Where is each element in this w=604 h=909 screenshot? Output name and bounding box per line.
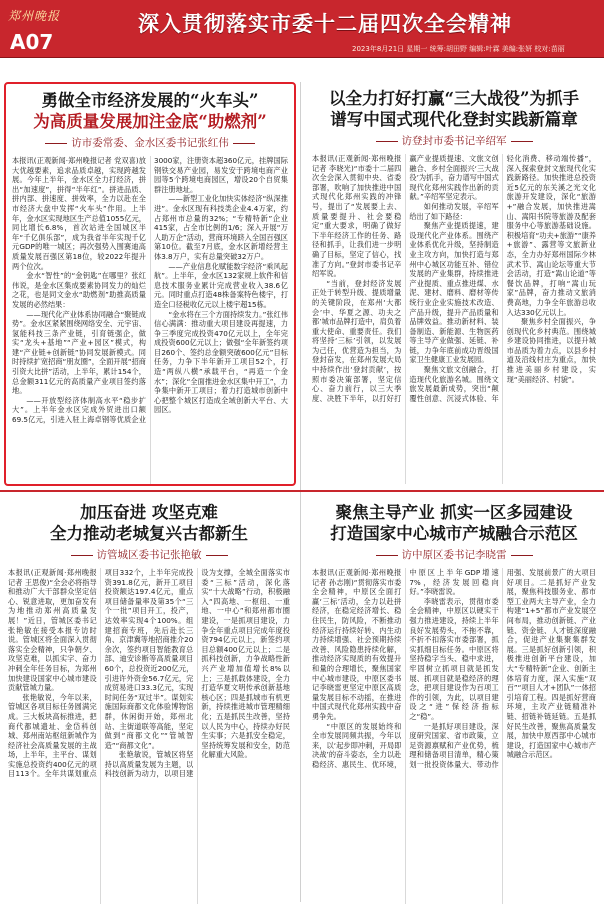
article-subhead: 访市委常委、金水区委书记张红伟 bbox=[6, 135, 294, 150]
page-header bbox=[0, 0, 604, 58]
article-paragraph: 聚焦产业提质提速，建设现代化产业体系。围绕产业体系优化升级，坚持制造业主攻方向，加快打造与郑州中心城区功能互补、错位发展的产业集群，持续推进产业提质、重点推进煤、水泥、建材、磨料、磨材等传统行业企业实施技术改造、产品升级，提升产品质量和品牌效益。推动新材料、装备制造、新能源、生物医药等主导产业做强、延链、补链，力争年底前成功晋级国家卫生健康工业发展园。 bbox=[409, 221, 499, 365]
article-paragraph: 金水“智性”的“金钥匙”在哪里？张红伟说，是金水区集成要素协同发力的灿烂之花，也是同文金水“助燃剂”助推高质量发展的必然结果： bbox=[12, 271, 146, 309]
article-paragraph: “金水将在三个方面持续发力。”张红伟信心满满：推动重大项目建设再提速，力争三季度完成投资470亿元以上，全年完成投资600亿元以上；做强“全年新签约项目260个、签约总金额突破600亿元”目标任务，力争下半年新开工项目52个，打造“两纵八横”承载平台，“再造一个金水”；深化“全面推进金水区集中开工”，力争集中新开工项目；着力打造城市创新中心把整个城区打造成全域创新大平台、大园区。 bbox=[154, 309, 288, 415]
article-paragraph: ——开放型经济体制高水平“稳步扩大”。上半年金水区完成外贸进出口额69.5亿元，引进入驻上海卓钢等优质企业3000家，注册资本超360亿元，挂牌国际钢铁交易产业园，易发安于跨境电商产业园等5个跨境电商园区，增设20个自贸集群注册地址。 bbox=[12, 156, 288, 425]
headline-line-1: 勇做全市经济发展的“火车头” bbox=[41, 91, 259, 110]
headline-line-2: 谱写中国式现代化登封实践新篇章 bbox=[330, 110, 578, 129]
article-paragraph: 聚焦乡村全面振兴，争创现代化乡村典范。围绕城乡建设协同推进，以提升城市品质为着力点，以县乡村道及沿线村庄为重点，加快推进美丽乡村建设，实现“美丽经济、村貌”。 bbox=[506, 317, 596, 384]
headline-line-1: 以全力打好打赢“三大战役”为抓手 bbox=[329, 89, 579, 108]
page-info-line: 2023年8月21日 星期一 统筹:胡田野 编辑:叶霖 美编:张妍 校对:苗丽 bbox=[352, 45, 565, 53]
newspaper-logo: 郑州晚报 bbox=[8, 9, 61, 23]
article-paragraph: ——新型工业化加快实体经济“纵深推进”。金水区现有科技类企业4.4万家，约占郑州市总量的32%；“专精特新”企业415家，占全市比例的1/6；深入开展“万人助万企”活动，营商环境跻入全国百强区第10位。截至7月底，金水区新增经营主体3.8万户，实有总量突破32万户。 bbox=[154, 194, 288, 261]
row-divider bbox=[0, 490, 604, 492]
article-body bbox=[308, 568, 600, 904]
headline-line-2: 全力推动老城复兴古都新生 bbox=[50, 524, 248, 543]
article-subhead: 访管城区委书记张艳敏 bbox=[4, 547, 294, 562]
header-divider bbox=[0, 57, 604, 58]
article-paragraph: 聚焦文旅文创融合，打造现代化旅游名城。围绕文旅发展最新成势，突出“颠覆性创意、沉浸式体验、年轻化消费、移动端传播”，深入探索登封文旅现代化实践新路径。加快推进总投资近5亿元的东关溪之光文化旅游开发建设，深化“旅游+”融合发展，加快推进嵩山、嵩阳书院等旅游及配套服务中心等旅游基础设施。积极培育“功夫+旅游”“康养+旅游”、露营等文旅新业态，全力办好郑州国际少林武术节、嵩山论坛等重大节会活动，打造“嵩山论道”等餐饮品牌，打响“嵩山玩家”品牌，奋力推动文旅消费高地，力争全年旅游总收入达330亿元以上。 bbox=[409, 154, 596, 403]
article-headline bbox=[308, 502, 600, 544]
article-paragraph: 张艳敏说，今年以来，管城区各项目标任务圆满完成。三大板块高标推进，把商代都城遗址、金岱科创城、郑州南站枢纽新城作为经济社会高质量发展的主战场，上半年，主平台、谋划实施总投资约400亿元的项目113个。全年共谋划重点项目332个，上半年完成投资391.8亿元，新开工项目投资额达197.4亿元，重点项目储备量率及第35个“三个一批”项目开工，投产，达效率实现4个100%。组建招商专班，先后赴长三角、京津冀等地招商推介20余次，签约项目智能教育总部、迪安诊断等高质量项目60个，总投资近200亿元，引进许外资金56.7亿元，完成贸易进口33.3亿元，实现时间任务“双过半”。谋划实施国际商都文化体验博物馆群，休闲街开始，郑州北站、主街道联等高能，坚定做到“商都文化”“管城智造”“商都文化”。 bbox=[8, 568, 194, 779]
article-subhead: 访登封市委书记辛绍军 bbox=[308, 133, 600, 148]
section-title: 深入贯彻落实市委十二届四次全会精神 bbox=[138, 11, 512, 36]
article-paragraph: 本报讯(正观新闻·郑州晚报记者 党双喜)放大优越要素，追求品质卓越，实现跨越发展。今年上半年，金水区全力打经济，拼出“加速度”，拼得“半年红”。拼进品质、拼内部、拼速度、拼效率，全力以赴在全市经济大盘中发挥“火车头”作用。上半年，金水区实现地区生产总值1055亿元，同比增长6.8%，首次站进全国城区半年“千亿俱乐部”，成为我省半年实现千亿元GDP的唯一城区；再次强势入围赛迪高质量发展百强区第18位，较2022年提升两个位次。 bbox=[12, 156, 146, 271]
article-paragraph: “当前，登封经济发展正处于转型升级、提质增量的关键阶段，在郑州‘大都会’中、华夏之源、功夫之都’城市品牌打造中，肩负着重大使命、重要责任。我们将坚持‘三标’引领，以发展为己任，优营造为担当，为登封奋发，在郑州发展大局中持续作出‘登封贡献’，按照市委决策部署，坚定信心、奋力前行，以三大季度、决胜下半年，以打好打赢产业提质提速、文旅文创融合、乡村全面振兴‘三大战役’为抓手，奋力谱写中国式现代化郑州实践作出新的贡献。”辛绍军坚定表示。 bbox=[312, 154, 499, 403]
article-headline bbox=[6, 90, 294, 132]
article-jinshui bbox=[4, 82, 296, 486]
article-paragraph: ——现代化产业体系协同融合“聚链成势”。金水区紧紧围绕网络安全、元宇宙、氢能科技三条产业链，引育链强企，做实“龙头+基地”“产业+园区”模式，构建“产业链+创新链”协同发展新模式。同时持续扩宽招商“朋友圈”，全面开展“招商引资大比拼”活动，上半年，累计154个，总金额311亿元的高质量产业项目签约落地。 bbox=[12, 309, 146, 396]
article-headline bbox=[4, 502, 294, 544]
page-number: A07 bbox=[10, 30, 54, 54]
article-body bbox=[308, 154, 600, 484]
article-paragraph: “中原区的发展始终和全市发展同频共振，今年以来，以‘起步即冲刺，开局即决战’的奋斗姿态，全力以赴稳经济、惠民生、优环境，中原区上半年GDP增速7%，经济发展回稳向好。”李晓雷说。 bbox=[312, 568, 499, 769]
article-zhongyuan bbox=[308, 498, 600, 904]
article-paragraph: 李晓雷表示，贯彻市委全会精神，中原区以硬实干强力推进建设，持续上半年良好发展势头，不拖不靠，不折不扣落实市委部署，抓实抓细目标任务。中原区将坚持稳字当头、稳中求进，牢固树立抓项目就是抓发展、抓项目就是稳经济的理念，把项目建设作为百项工作的引领，为此，以项目建设之“进”保经济指标之“稳”。 bbox=[409, 596, 499, 721]
article-body bbox=[4, 568, 294, 904]
headline-line-1: 聚焦主导产业 抓实一区多园建设 bbox=[335, 503, 573, 522]
headline-line-1: 加压奋进 攻坚克难 bbox=[80, 503, 218, 522]
article-paragraph: 如何推动发展，辛绍军给出了如下路径： bbox=[409, 201, 499, 221]
article-dengfeng bbox=[308, 84, 600, 484]
article-paragraph: 本报讯(正观新闻·郑州晚报记者 王思俊)“全会必将指导和推动广大干部群众坚定信心、锐意进取，更加奋发有为地推动郑州高质量发展！”近日，管城区委书记张艳敏在接受本报专访时说。管城区将全面深入贯彻落实全会精神，只争朝夕、攻坚克难，以抓实字、奋力冲刺全年任务目标，为郑州加快建设国家中心城市建设贡献管城力量。 bbox=[8, 568, 97, 693]
headline-line-2: 打造国家中心城市产城融合示范区 bbox=[330, 524, 578, 543]
column-divider bbox=[300, 82, 301, 902]
headline-line-2: 为高质量发展加注金底“助燃剂” bbox=[33, 112, 267, 131]
article-body bbox=[6, 156, 294, 486]
article-paragraph: 本报讯(正观新闻·郑州晚报记者 孙志刚)“贯彻落实市委全会精神，中原区全面打赢‘三标’活动，全力以赴拼经济，在稳定经济增长、稳住民生，防风险，不断推动经济运行持续好转、内生动力持续增强、社会预期持续改善、风险隐患持续化解，推动经济实现质的有效提升和量的合理增长，聚焦国家中心城市建设，中原区委书记李晓雷更坚定中原区高质量发展目标不动摇，在推进中国式现代化郑州实践中奋勇争先。 bbox=[312, 568, 402, 721]
article-guancheng bbox=[4, 498, 294, 904]
article-subhead: 访中原区委书记李晓雷 bbox=[308, 547, 600, 562]
article-paragraph: 张艳敏说，管城区将坚持以高质量发展为主题，以科技创新为动力，以项目建设为支撑，全城全面落实市委“三标”活动，深化落实“十大战略”行动，积极融入“四高地、一枢纽、一重地、一中心”和郑州都市圈建设，一是抓项目建设，力争全年重点项目完成年度投资794亿元以上，新签约项目总额400亿元以上；二是抓科技创新，力争战略性新兴产业增加值增长8%以上；三是抓载体建设，全力打造华夏文明传承创新基地核心区；四是抓城市有机更新，持续推进城市管理精细化；五是抓民生改善，坚持以人民为中心，持续办好民生实事；六是抓安全稳定，坚持统筹发展和安全，防范化解重大风险。 bbox=[104, 568, 290, 779]
article-paragraph: ——产业信息化赋能数字经济“乘风起航”。上半年，金水区132家规上软件和信息技术服务业累计完成营业收入38.6亿元。同时重点打造48株备案特色楼宇，打造全口径税收亿元以上楼宇超15栋。 bbox=[154, 261, 288, 309]
article-headline bbox=[308, 88, 600, 130]
article-paragraph: 本报讯(正观新闻·郑州晚报记者 李晓光)“市委十二届四次全会深入贯彻中央、省委部署，吹响了加快推进中国式现代化郑州实践的冲锋号，提出了“发展要上去、质量要提升、社会要稳定”重大要求，明确了做好下半年经济工作的任务、路径和抓手，让我们进一步明确了目标，坚定了信心，找准了方向。”登封市委书记辛绍军说。 bbox=[312, 154, 402, 279]
article-paragraph: 一是抓好项目建设，深度研究国家、省市政策，立足资源禀赋和产业优势，梳理和储备项目清单，精心策划一批投资体量大、带动作用强、发展前景广的大项目好项目。二是抓好产业发展，聚焦科技服务业、都市型工业两大主导产业，全力构建“1+5”都市产业发展空间布局，推动创新链、产业链、资金链、人才链深度融合，促进产业集聚集群发展。三是抓好创新引领，积极推进创新平台建设，加大“专精特新”企业、创新主体培育力度，深入实施“双百”“项目人才+团队”一体招引培育工程。四是抓好营商环境，主攻产业链精准补链、招链补链延链。五是抓好民生改善，聚焦高质量发展，加快中原西部中心城市建设，打造国家中心城市产城融合示范区。 bbox=[409, 568, 596, 769]
